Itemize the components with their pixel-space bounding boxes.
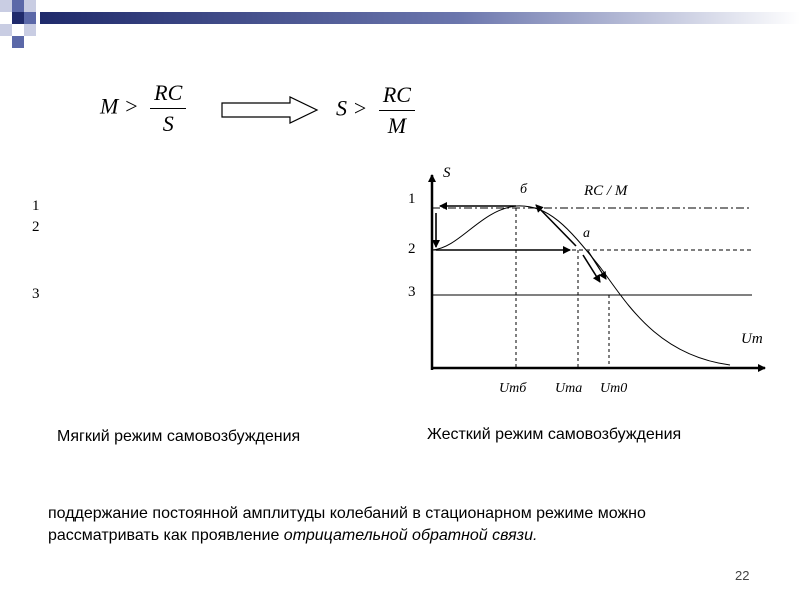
y-tick-3: 3 bbox=[408, 284, 416, 300]
x-axis-label: Um bbox=[741, 331, 763, 347]
x-tick-umb: Umб bbox=[499, 381, 527, 396]
formula-left-fraction bbox=[150, 80, 186, 137]
formula-left-lhs: M > bbox=[100, 93, 139, 119]
formula-left bbox=[100, 80, 186, 137]
conclusion-note bbox=[48, 503, 748, 547]
characteristic-curve bbox=[432, 206, 730, 365]
point-a-label: а bbox=[583, 226, 590, 241]
formula-right-lhs: S > bbox=[336, 95, 368, 121]
x-tick-uma: Umа bbox=[555, 381, 583, 396]
arrow-a-to-um0 bbox=[583, 255, 600, 282]
formula-right-numerator: RC bbox=[379, 82, 415, 111]
header-decoration bbox=[0, 0, 800, 48]
conclusion-note-text: поддержание постоянной амплитуды колебаний в стационарном режиме можно рассматривать как проявление bbox=[48, 505, 646, 544]
left-list-item-1: 1 bbox=[32, 198, 40, 214]
line-label: RC / M bbox=[584, 183, 628, 199]
formula-right-fraction bbox=[379, 82, 415, 139]
y-tick-2: 2 bbox=[408, 241, 416, 257]
y-axis-label: S bbox=[443, 165, 451, 181]
caption-soft-mode: Мягкий режим самовозбуждения bbox=[57, 428, 301, 445]
x-tick-um0: Um0 bbox=[600, 381, 628, 396]
characteristic-graph bbox=[400, 155, 785, 405]
formula-right-denominator: M bbox=[387, 113, 407, 138]
formula-left-denominator: S bbox=[162, 111, 174, 136]
formula-left-numerator: RC bbox=[150, 80, 186, 109]
implies-arrow-icon bbox=[220, 96, 320, 126]
caption-hard-mode: Жесткий режим самовозбуждения bbox=[427, 426, 682, 443]
page-number: 22 bbox=[735, 568, 750, 583]
conclusion-note-emphasis: отрицательной обратной связи. bbox=[283, 527, 538, 544]
left-list-item-2: 2 bbox=[32, 219, 40, 235]
arrow-a-down-2 bbox=[588, 251, 606, 279]
arrow-a-up-to-b bbox=[536, 205, 576, 246]
left-list-item-3: 3 bbox=[32, 286, 40, 302]
formula-right bbox=[336, 82, 415, 139]
point-b-label: б bbox=[520, 182, 528, 197]
y-tick-1: 1 bbox=[408, 191, 416, 207]
